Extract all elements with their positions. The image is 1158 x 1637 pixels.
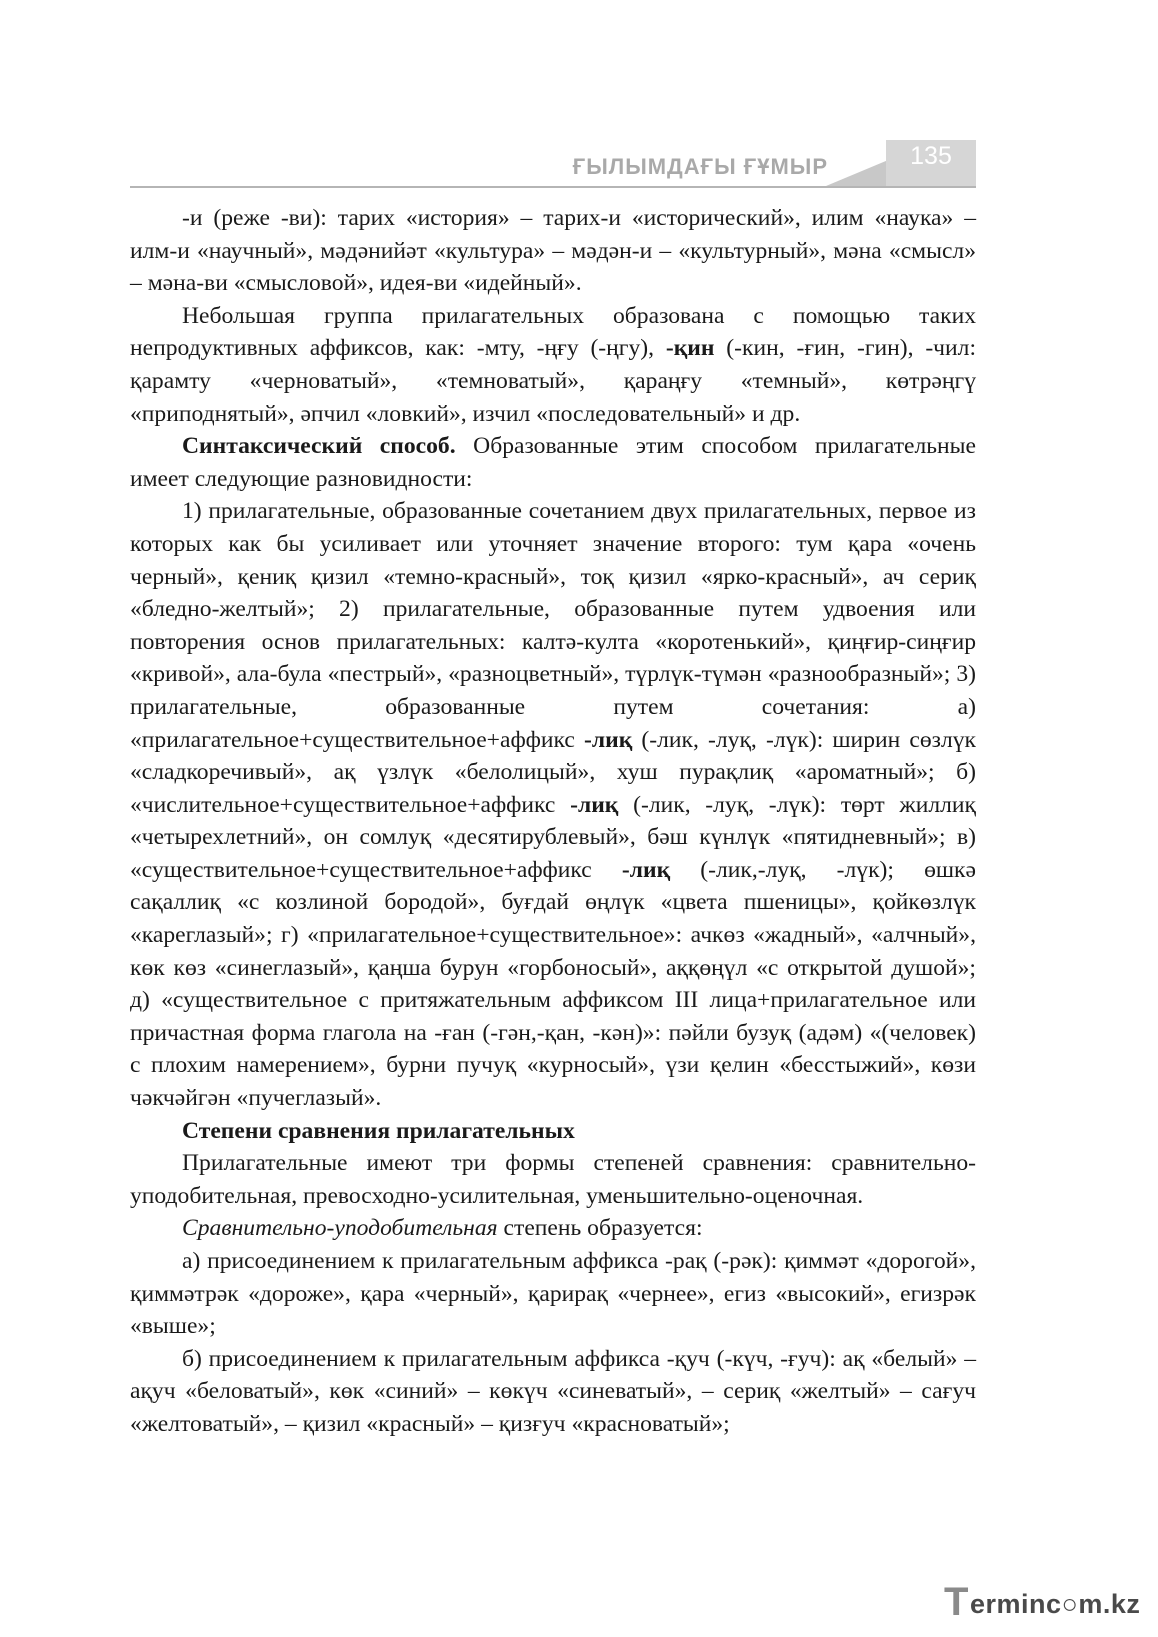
header-rule [130,186,976,188]
text-run: (-лик, -луқ, -лүк): ширин сөзлүк «сладкоречивый», ақ үзлүк «белолицый», хуш пурақлиқ «ароматный»; б) «числительное+существительное+аффикс [130,726,976,818]
paragraph [130,430,976,495]
text-run: 1) прилагательные, образованные сочетанием двух прилагательных, первое из которых как бы усиливает или уточняет значение второго: тум қара «очень черный», қениқ қизил «темно-красный», тоқ қизил «ярко-красный», ач сериқ «бледно-желтый»; 2) прилагательные, образованные путем удвоения или повторения основ прилагательных: калтә-култа «коротенький», қиңғир-сиңғир «кривой», ала-була «пестрый», «разноцветный», түрлүк-түмән «разнообразный»; 3) прилагательные, образованные путем сочетания: а) «прилагательное+существительное+аффикс [130,498,976,753]
watermark-text: erminc○m.kz [970,1589,1141,1619]
page-number: 135 [910,142,952,170]
paragraph [130,495,976,1114]
running-header [130,140,976,190]
bold-text: -лиқ [621,856,671,883]
watermark-initial: T [944,1580,969,1624]
paragraph [130,202,976,300]
site-watermark [944,1580,1144,1624]
bold-text: -лиқ [570,791,619,818]
text-run: Небольшая группа прилагательных образована с помощью таких непродуктивных аффиксов, как: -мту, -ңғу (-ңгу), [130,302,976,362]
text-run: Степени сравнения прилагательных [182,1117,575,1144]
section-heading [130,1115,976,1148]
paragraph [130,1147,976,1212]
bold-text: -қин [665,335,715,362]
bold-text: Синтаксический способ. [182,433,456,460]
paragraph [130,1212,976,1245]
text-run: степень образуется: [497,1215,703,1242]
text-run: (-лик, -луқ, -лүк): төрт жиллиқ «четырехлетний», он сомлуқ «десятирублевый», бәш күнлүк «пятидневный»; в) «существительное+существительное+аффикс [130,791,976,883]
italic-text: Сравнительно-уподобительная [182,1215,498,1242]
text-run: Образованные этим способом прилагательные имеет следующие разновидности: [130,433,976,492]
header-title: ҒЫЛЫМДАҒЫ ҒҰМЫР [572,154,828,179]
paragraph [130,1245,976,1343]
text-run: Прилагательные имеют три формы степеней сравнения: сравнительно-уподобительная, превосходно-усилительная, уменьшительно-оценочная. [130,1150,976,1209]
paragraph [130,1343,976,1441]
text-run: -и (реже -ви): тарих «история» – тарих-и «исторический», илим «наука» – илм-и «научный», мәдәнийәт «культура» – мәдән-и – «культурный», мәна «смысл» – мәна-ви «смысловой», идея-ви «идейный». [130,205,976,297]
text-run: (-лик,-луқ, -лүк); өшкә сақаллиқ «с козлиной бородой», буғдай өңлүк «цвета пшеницы», қойкөзлүк «кареглазый»; г) «прилагательное+существительное»: ачкөз «жадный», «алчный», көк көз «синеглазый», қаңша бурун «горбоносый», аққөңүл «с открытой душой»; д) «существительное с притяжательным аффиксом III лица+прилагательное или причастная форма глагола на -ған (-гән,-қан, -кән)»: пәйли бузуқ (адәм) «(человек) с плохим намерением», бурни пучуқ «курносый», үзи қелин «бесстыжий», көзи чәкчәйгән «пучеглазый». [130,856,976,1112]
text-run: (-кин, -ғин, -гин), -чил: қарамту «черноватый», «темноватый», қараңғу «темный», көтрәңгү «приподнятый», әпчил «ловкий», изчил «последовательный» и др. [130,335,977,427]
bold-text: -лиқ [584,726,633,753]
text-run: а) присоединением к прилагательным аффикса -рақ (-рәк): қиммәт «дорогой», қиммәтрәк «дороже», қара «черный», қарирақ «чернее», егиз «высокий», егизрәк «выше»; [130,1248,976,1340]
text-run: б) присоединением к прилагательным аффикса -қуч (-күч, -ғуч): ақ «белый» – ақуч «беловатый», көк «синий» – көкүч «синеватый», – сериқ «желтый» – сағуч «желтоватый», – қизил «красный» – қизғуч «красноватый»; [130,1345,976,1437]
paragraph [130,300,976,430]
body-text [130,202,976,1441]
